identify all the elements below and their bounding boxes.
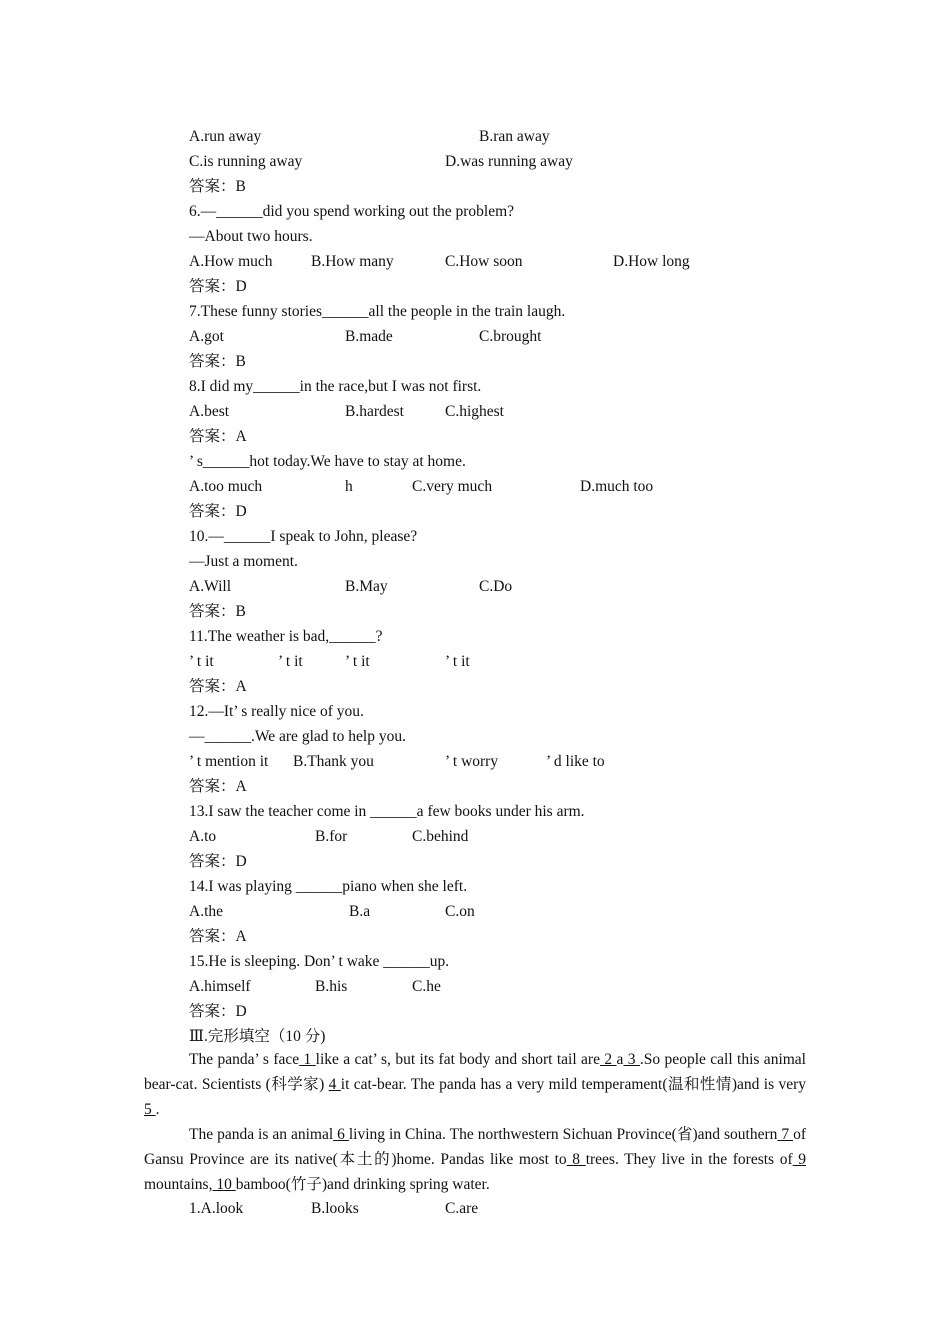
passage-text: . xyxy=(155,1101,160,1118)
q11-answer: 答案：A xyxy=(189,678,247,695)
q9-option-a: A.too much xyxy=(189,478,263,495)
q13-option-b: B.for xyxy=(315,828,348,845)
q12-option-b: B.Thank you xyxy=(293,753,374,770)
q8-option-b: B.hardest xyxy=(345,403,404,420)
q8-answer: 答案：A xyxy=(189,428,247,445)
passage-paragraph-2 xyxy=(144,1122,806,1197)
q15-option-a: A.himself xyxy=(189,978,251,995)
q14-answer: 答案：A xyxy=(189,928,247,945)
blank-9: 9 xyxy=(792,1151,807,1168)
q10-answer: 答案：B xyxy=(189,603,246,620)
q7-question: 7.These funny stories______all the people in the train laugh. xyxy=(189,303,566,320)
q7-option-c: C.brought xyxy=(479,328,542,345)
q9-answer: 答案：D xyxy=(189,503,247,520)
q12-option-d: ’ d like to xyxy=(546,753,605,770)
cloze-q1-option-c: C.are xyxy=(445,1200,479,1217)
q12-option-a: ’ t mention it xyxy=(189,753,269,770)
q11-option-d: ’ t it xyxy=(445,653,470,670)
blank-10: 10 xyxy=(212,1176,236,1193)
q12-answer: 答案：A xyxy=(189,778,247,795)
q5-answer: 答案：B xyxy=(189,178,246,195)
q15-option-c: C.he xyxy=(412,978,441,995)
q6-question: 6.—______did you spend working out the problem? xyxy=(189,203,515,220)
blank-4: 4 xyxy=(328,1076,341,1093)
q5-option-c: C.is running away xyxy=(189,153,303,170)
q12-question: 12.—It’ s really nice of you. xyxy=(189,703,364,720)
q6-answer: 答案：D xyxy=(189,278,247,295)
blank-7: 7 xyxy=(777,1126,794,1143)
q15-option-b: B.his xyxy=(315,978,348,995)
cloze-q1-options xyxy=(189,1199,479,1279)
q5-option-a: A.run away xyxy=(189,128,262,145)
blank-5: 5 xyxy=(144,1101,156,1118)
q11-option-c: ’ t it xyxy=(345,653,370,670)
q12-option-c: ’ t worry xyxy=(445,753,499,770)
blank-6: 6 xyxy=(333,1126,349,1143)
section-title: Ⅲ.完形填空（10 分) xyxy=(189,1028,326,1045)
passage-text: a xyxy=(616,1051,624,1068)
passage-text: .So people call this animal bear-cat. Scientists (科学家) xyxy=(144,1051,806,1093)
q15-answer: 答案：D xyxy=(189,1003,247,1020)
cloze-q1-option-b: B.looks xyxy=(311,1200,359,1217)
q11-question: 11.The weather is bad,______? xyxy=(189,628,383,645)
passage-text: The panda’ s face xyxy=(189,1051,300,1068)
q7-option-b: B.made xyxy=(345,328,393,345)
passage-text: The panda is an animal xyxy=(189,1126,334,1143)
q13-answer: 答案：D xyxy=(189,853,247,870)
passage-text: of Gansu Province are its native(本土的)home. Pandas like most to xyxy=(144,1126,806,1168)
passage-text: living in China. The northwestern Sichuan Province(省)and southern xyxy=(348,1126,778,1143)
q7-option-a: A.got xyxy=(189,328,224,345)
passage-text: mountains, xyxy=(144,1176,213,1193)
passage-paragraph-1 xyxy=(144,1047,806,1122)
q11-option-a: ’ t it xyxy=(189,653,214,670)
blank-2: 2 xyxy=(599,1051,617,1068)
q5-option-b: B.ran away xyxy=(479,128,550,145)
q10-option-b: B.May xyxy=(345,578,388,595)
q14-option-a: A.the xyxy=(189,903,224,920)
q13-option-a: A.to xyxy=(189,828,217,845)
passage-text: like a cat’ s, but its fat body and short tail are xyxy=(315,1051,600,1068)
blank-8: 8 xyxy=(566,1151,586,1168)
q12-reply: —______.We are glad to help you. xyxy=(189,728,406,745)
q6-option-d: D.How long xyxy=(613,253,690,270)
q10-option-a: A.Will xyxy=(189,578,231,595)
q14-option-b: B.a xyxy=(349,903,371,920)
q5-option-d: D.was running away xyxy=(445,153,573,170)
q9-option-c: C.very much xyxy=(412,478,493,495)
q8-option-a: A.best xyxy=(189,403,230,420)
q15-question: 15.He is sleeping. Don’ t wake ______up. xyxy=(189,953,450,970)
q13-option-c: C.behind xyxy=(412,828,469,845)
q8-option-c: C.highest xyxy=(445,403,504,420)
q14-question: 14.I was playing ______piano when she left. xyxy=(189,878,468,895)
passage-text: it cat-bear. The panda has a very mild temperament(温和性情)and is very xyxy=(340,1076,806,1093)
blank-3: 3 xyxy=(623,1051,640,1068)
q13-question: 13.I saw the teacher come in ______a few books under his arm. xyxy=(189,803,585,820)
q6-option-c: C.How soon xyxy=(445,253,523,270)
q10-option-c: C.Do xyxy=(479,578,513,595)
q10-question: 10.—______I speak to John, please? xyxy=(189,528,418,545)
q8-question: 8.I did my______in the race,but I was not first. xyxy=(189,378,482,395)
q14-option-c: C.on xyxy=(445,903,475,920)
q6-option-a: A.How much xyxy=(189,253,273,270)
passage-text: trees. They live in the forests of xyxy=(585,1151,793,1168)
q9-question: ’ s______hot today.We have to stay at home. xyxy=(189,453,466,470)
q11-option-b: ’ t it xyxy=(278,653,303,670)
q7-answer: 答案：B xyxy=(189,353,246,370)
q6-reply: —About two hours. xyxy=(189,228,313,245)
q9-option-b: h xyxy=(345,478,353,495)
blank-1: 1 xyxy=(299,1051,316,1068)
q9-option-d: D.much too xyxy=(580,478,654,495)
passage-text: bamboo(竹子)and drinking spring water. xyxy=(235,1176,490,1193)
q10-reply: —Just a moment. xyxy=(189,553,298,570)
q6-option-b: B.How many xyxy=(311,253,394,270)
cloze-q1-option-a: 1.A.look xyxy=(189,1200,244,1217)
